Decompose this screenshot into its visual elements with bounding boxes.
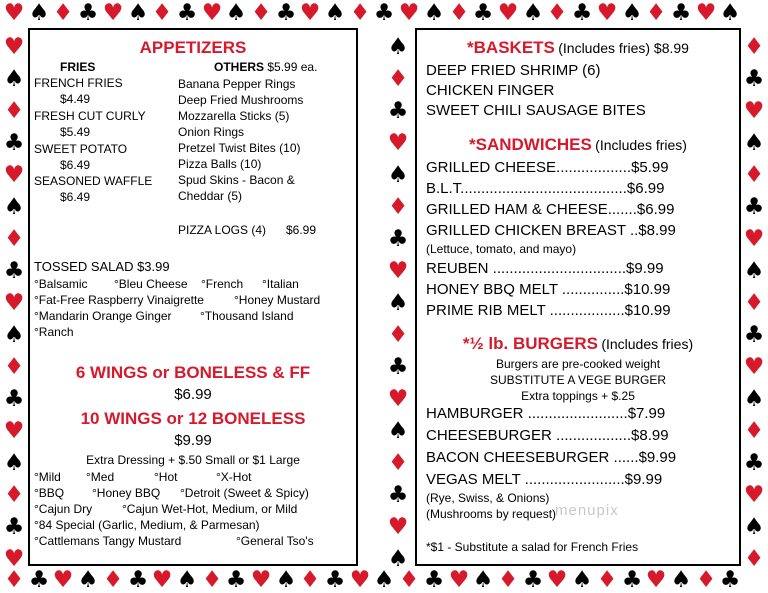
extra-dressing-note: Extra Dressing + $.50 Small or $1 Large xyxy=(86,453,300,467)
vegas-note: (Rye, Swiss, & Onions) xyxy=(426,491,550,505)
club-icon: ♣ xyxy=(387,482,409,508)
diamond-icon: ♦ xyxy=(3,354,25,380)
dressing-option: °Honey Mustard xyxy=(234,293,321,307)
heart-icon: ♥ xyxy=(52,567,74,593)
burger-info-line: Extra toppings + $.25 xyxy=(521,389,635,403)
spade-icon: ♠ xyxy=(423,0,445,26)
diamond-icon: ♦ xyxy=(52,0,74,26)
fries-item-name: FRENCH FRIES xyxy=(34,76,123,90)
diamond-icon: ♦ xyxy=(398,567,420,593)
sandwich-row xyxy=(426,302,671,320)
heart-icon: ♥ xyxy=(102,0,124,26)
club-icon: ♣ xyxy=(719,567,741,593)
sandwich-name: B.L.T. xyxy=(426,180,465,197)
left-menu-panel xyxy=(28,28,358,566)
heart-icon: ♥ xyxy=(387,258,409,284)
diamond-icon: ♦ xyxy=(743,34,765,60)
heart-icon: ♥ xyxy=(645,567,667,593)
sauce-option: °84 Special (Garlic, Medium, & Parmesan) xyxy=(34,518,260,532)
club-icon: ♣ xyxy=(387,354,409,380)
fries-item-price: $6.49 xyxy=(60,158,91,172)
diamond-icon: ♦ xyxy=(102,567,124,593)
spade-icon: ♠ xyxy=(387,546,409,572)
sandwich-row xyxy=(426,281,670,299)
burger-info-line: SUBSTITUTE A VEGE BURGER xyxy=(489,373,667,387)
spade-icon: ♠ xyxy=(719,0,741,26)
sauce-option: °Cajun Wet-Hot, Medium, or Mild xyxy=(122,502,298,516)
sandwich-price: $6.99 xyxy=(626,180,665,197)
diamond-icon: ♦ xyxy=(497,567,519,593)
diamond-icon: ♦ xyxy=(596,567,618,593)
others-item: Pizza Balls (10) xyxy=(178,157,262,171)
heart-icon: ♥ xyxy=(448,567,470,593)
burgers-note: (Includes fries) xyxy=(601,336,694,352)
club-icon: ♣ xyxy=(387,226,409,252)
spade-icon: ♠ xyxy=(3,66,25,92)
sandwich-row xyxy=(426,222,676,240)
club-icon: ♣ xyxy=(743,66,765,92)
leader-dots: ........................ xyxy=(523,405,628,422)
diamond-icon: ♦ xyxy=(3,482,25,508)
sandwich-name: PRIME RIB MELT xyxy=(426,302,546,319)
sauce-option: °Hot xyxy=(154,470,178,484)
dressing-option: °Fat-Free Raspberry Vinaigrette xyxy=(34,293,204,307)
club-icon: ♣ xyxy=(571,0,593,26)
sandwich-name: HONEY BBQ MELT xyxy=(426,281,558,298)
spade-icon: ♠ xyxy=(472,567,494,593)
club-icon: ♣ xyxy=(743,194,765,220)
fries-item-price: $4.49 xyxy=(60,92,91,106)
baskets-heading xyxy=(417,38,739,58)
sandwich-name: REUBEN xyxy=(426,260,489,277)
club-icon: ♣ xyxy=(275,0,297,26)
footnote: *$1 - Substitute a salad for French Fries xyxy=(426,540,639,554)
sauce-option: °Detroit (Sweet & Spicy) xyxy=(180,486,309,500)
sandwich-row xyxy=(426,201,674,219)
club-icon: ♣ xyxy=(621,567,643,593)
spade-icon: ♠ xyxy=(77,567,99,593)
burger-price: $9.99 xyxy=(624,471,663,488)
leader-dots: ....... xyxy=(607,201,637,218)
sandwich-price: $10.99 xyxy=(624,302,671,319)
pizza-logs-item: PIZZA LOGS (4) xyxy=(178,223,267,237)
leader-dots: .................. xyxy=(556,159,632,176)
diamond-icon: ♦ xyxy=(151,0,173,26)
dressing-option: °Italian xyxy=(262,277,299,291)
sauce-option: °General Tso's xyxy=(236,534,314,548)
spade-icon: ♠ xyxy=(3,194,25,220)
wings-10-price: $9.99 xyxy=(174,432,212,449)
club-icon: ♣ xyxy=(423,567,445,593)
burgers-heading xyxy=(417,334,739,354)
heart-icon: ♥ xyxy=(250,567,272,593)
burger-price: $8.99 xyxy=(631,427,669,444)
others-item: Deep Fried Mushrooms xyxy=(178,93,304,107)
club-icon: ♣ xyxy=(3,386,25,412)
others-item: Onion Rings xyxy=(178,125,245,139)
spade-icon: ♠ xyxy=(743,258,765,284)
others-header-row xyxy=(214,60,317,74)
heart-icon: ♥ xyxy=(596,0,618,26)
diamond-icon: ♦ xyxy=(3,226,25,252)
burger-name: CHEESEBURGER xyxy=(426,427,552,444)
club-icon: ♣ xyxy=(670,0,692,26)
club-icon: ♣ xyxy=(3,514,25,540)
leader-dots: .. xyxy=(625,222,639,239)
spade-icon: ♠ xyxy=(225,0,247,26)
baskets-note: (Includes fries) $8.99 xyxy=(558,40,689,56)
leader-dots: .................. xyxy=(545,302,625,319)
menupix-watermark: menupix xyxy=(555,502,619,519)
heart-icon: ♥ xyxy=(387,130,409,156)
diamond-icon: ♦ xyxy=(387,322,409,348)
diamond-icon: ♦ xyxy=(645,0,667,26)
burger-info-line: Burgers are pre-cooked weight xyxy=(495,357,661,371)
diamond-icon: ♦ xyxy=(299,567,321,593)
fries-item-name: SEASONED WAFFLE xyxy=(34,174,153,188)
heart-icon: ♥ xyxy=(497,0,519,26)
spade-icon: ♠ xyxy=(387,34,409,60)
wings-10-title: 10 WINGS or 12 BONELESS xyxy=(80,409,306,428)
diamond-icon: ♦ xyxy=(695,567,717,593)
sandwich-price: $6.99 xyxy=(636,201,675,218)
spade-icon: ♠ xyxy=(373,567,395,593)
sandwich-row xyxy=(426,180,664,198)
others-price: $5.99 ea. xyxy=(267,60,318,74)
diamond-icon: ♦ xyxy=(743,290,765,316)
dressing-option: °Ranch xyxy=(34,325,74,339)
basket-item: SWEET CHILI SAUSAGE BITES xyxy=(426,102,646,119)
heart-icon: ♥ xyxy=(3,162,25,188)
heart-icon: ♥ xyxy=(3,546,25,572)
fries-item-price: $6.49 xyxy=(60,190,91,204)
burger-price: $9.99 xyxy=(638,449,677,466)
club-icon: ♣ xyxy=(127,567,149,593)
leader-dots: ........................ xyxy=(520,471,625,488)
burger-row xyxy=(426,427,669,445)
basket-item: CHICKEN FINGER xyxy=(426,82,555,99)
spade-icon: ♠ xyxy=(387,418,409,444)
heart-icon: ♥ xyxy=(299,0,321,26)
diamond-icon: ♦ xyxy=(387,194,409,220)
diamond-icon: ♦ xyxy=(387,450,409,476)
heart-icon: ♥ xyxy=(3,290,25,316)
heart-icon: ♥ xyxy=(743,226,765,252)
spade-icon: ♠ xyxy=(743,386,765,412)
diamond-icon: ♦ xyxy=(349,0,371,26)
heart-icon: ♥ xyxy=(743,98,765,124)
chicken-note: (Lettuce, tomato, and mayo) xyxy=(426,242,577,256)
heart-icon: ♥ xyxy=(546,567,568,593)
fries-header: FRIES xyxy=(60,60,96,74)
diamond-icon: ♦ xyxy=(3,98,25,124)
sandwiches-title: *SANDWICHES xyxy=(469,135,592,154)
sandwich-name: GRILLED CHICKEN BREAST xyxy=(426,222,626,239)
sauce-option: °Honey BBQ xyxy=(92,486,161,500)
diamond-icon: ♦ xyxy=(201,567,223,593)
diamond-icon: ♦ xyxy=(546,0,568,26)
others-item: Pretzel Twist Bites (10) xyxy=(178,141,301,155)
sandwich-price: $8.99 xyxy=(638,222,676,239)
spade-icon: ♠ xyxy=(127,0,149,26)
diamond-icon: ♦ xyxy=(448,0,470,26)
burger-row xyxy=(426,471,662,489)
baskets-title: *BASKETS xyxy=(467,38,555,57)
sandwich-row xyxy=(426,260,664,278)
sandwiches-heading xyxy=(417,135,739,155)
club-icon: ♣ xyxy=(472,0,494,26)
dressing-option: °Bleu Cheese xyxy=(114,277,188,291)
heart-icon: ♥ xyxy=(349,567,371,593)
diamond-icon: ♦ xyxy=(250,0,272,26)
sandwich-price: $9.99 xyxy=(626,260,664,277)
fries-item-name: SWEET POTATO xyxy=(34,142,128,156)
pizza-logs-price: $6.99 xyxy=(286,223,317,237)
spade-icon: ♠ xyxy=(275,567,297,593)
burger-price: $7.99 xyxy=(627,405,666,422)
club-icon: ♣ xyxy=(743,450,765,476)
sandwich-price: $10.99 xyxy=(624,281,671,298)
club-icon: ♣ xyxy=(743,322,765,348)
heart-icon: ♥ xyxy=(743,354,765,380)
dressing-option: °French xyxy=(201,277,244,291)
diamond-icon: ♦ xyxy=(743,546,765,572)
right-menu-panel xyxy=(415,28,741,566)
wings-6-title: 6 WINGS or BONELESS & FF xyxy=(75,363,311,382)
spade-icon: ♠ xyxy=(324,0,346,26)
sandwich-name: GRILLED HAM & CHEESE xyxy=(426,201,608,218)
others-item: Spud Skins - Bacon & xyxy=(178,173,295,187)
spade-icon: ♠ xyxy=(387,290,409,316)
sandwich-row xyxy=(426,159,669,177)
fries-item-name: FRESH CUT CURLY xyxy=(34,109,146,123)
club-icon: ♣ xyxy=(28,567,50,593)
diamond-icon: ♦ xyxy=(743,162,765,188)
club-icon: ♣ xyxy=(225,567,247,593)
club-icon: ♣ xyxy=(3,258,25,284)
heart-icon: ♥ xyxy=(695,0,717,26)
sandwich-name: GRILLED CHEESE xyxy=(426,159,557,176)
sauce-option: °Med xyxy=(86,470,115,484)
spade-icon: ♠ xyxy=(3,322,25,348)
heart-icon: ♥ xyxy=(3,418,25,444)
spade-icon: ♠ xyxy=(743,514,765,540)
sauce-option: °X-Hot xyxy=(216,470,252,484)
spade-icon: ♠ xyxy=(176,567,198,593)
heart-icon: ♥ xyxy=(3,0,25,26)
heart-icon: ♥ xyxy=(743,482,765,508)
fries-item-price: $5.49 xyxy=(60,125,91,139)
dressing-option: °Mandarin Orange Ginger xyxy=(34,309,172,323)
sauce-option: °Mild xyxy=(34,470,61,484)
sandwich-price: $5.99 xyxy=(631,159,669,176)
wings-6-price: $6.99 xyxy=(174,386,212,403)
spade-icon: ♠ xyxy=(621,0,643,26)
diamond-icon: ♦ xyxy=(743,418,765,444)
heart-icon: ♥ xyxy=(387,386,409,412)
burger-name: VEGAS MELT xyxy=(426,471,521,488)
others-item: Banana Pepper Rings xyxy=(178,77,296,91)
heart-icon: ♥ xyxy=(3,34,25,60)
heart-icon: ♥ xyxy=(398,0,420,26)
sandwiches-note: (Includes fries) xyxy=(595,137,687,153)
burger-row xyxy=(426,405,665,423)
others-header: OTHERS xyxy=(214,60,265,74)
club-icon: ♣ xyxy=(387,98,409,124)
leader-dots: ............... xyxy=(557,281,625,298)
club-icon: ♣ xyxy=(77,0,99,26)
burger-row xyxy=(426,449,676,467)
basket-item: DEEP FRIED SHRIMP (6) xyxy=(426,62,601,79)
others-item: Cheddar (5) xyxy=(178,189,243,203)
sauce-option: °Cattlemans Tangy Mustard xyxy=(34,534,182,548)
spade-icon: ♠ xyxy=(387,162,409,188)
spade-icon: ♠ xyxy=(743,130,765,156)
diamond-icon: ♦ xyxy=(3,567,25,593)
spade-icon: ♠ xyxy=(571,567,593,593)
burger-name: HAMBURGER xyxy=(426,405,524,422)
leader-dots: ....................................... xyxy=(464,180,627,197)
diamond-icon: ♦ xyxy=(387,66,409,92)
dressing-option: °Thousand Island xyxy=(200,309,294,323)
club-icon: ♣ xyxy=(176,0,198,26)
vegas-note: (Mushrooms by request) xyxy=(426,507,557,521)
heart-icon: ♥ xyxy=(201,0,223,26)
leader-dots: ...... xyxy=(609,449,639,466)
burger-name: BACON CHEESEBURGER xyxy=(426,449,610,466)
dressing-option: °Balsamic xyxy=(34,277,88,291)
spade-icon: ♠ xyxy=(522,0,544,26)
spade-icon: ♠ xyxy=(3,450,25,476)
heart-icon: ♥ xyxy=(387,514,409,540)
others-item: Mozzarella Sticks (5) xyxy=(178,109,290,123)
spade-icon: ♠ xyxy=(670,567,692,593)
appetizers-title: APPETIZERS xyxy=(139,38,247,57)
leader-dots: .................. xyxy=(551,427,632,444)
burgers-title: *½ lb. BURGERS xyxy=(462,334,598,353)
club-icon: ♣ xyxy=(3,130,25,156)
club-icon: ♣ xyxy=(324,567,346,593)
spade-icon: ♠ xyxy=(28,0,50,26)
club-icon: ♣ xyxy=(373,0,395,26)
sauce-option: °BBQ xyxy=(34,486,65,500)
club-icon: ♣ xyxy=(522,567,544,593)
leader-dots: ................................ xyxy=(488,260,627,277)
sauce-option: °Cajun Dry xyxy=(34,502,93,516)
salad-title: TOSSED SALAD $3.99 xyxy=(34,259,170,274)
heart-icon: ♥ xyxy=(151,567,173,593)
